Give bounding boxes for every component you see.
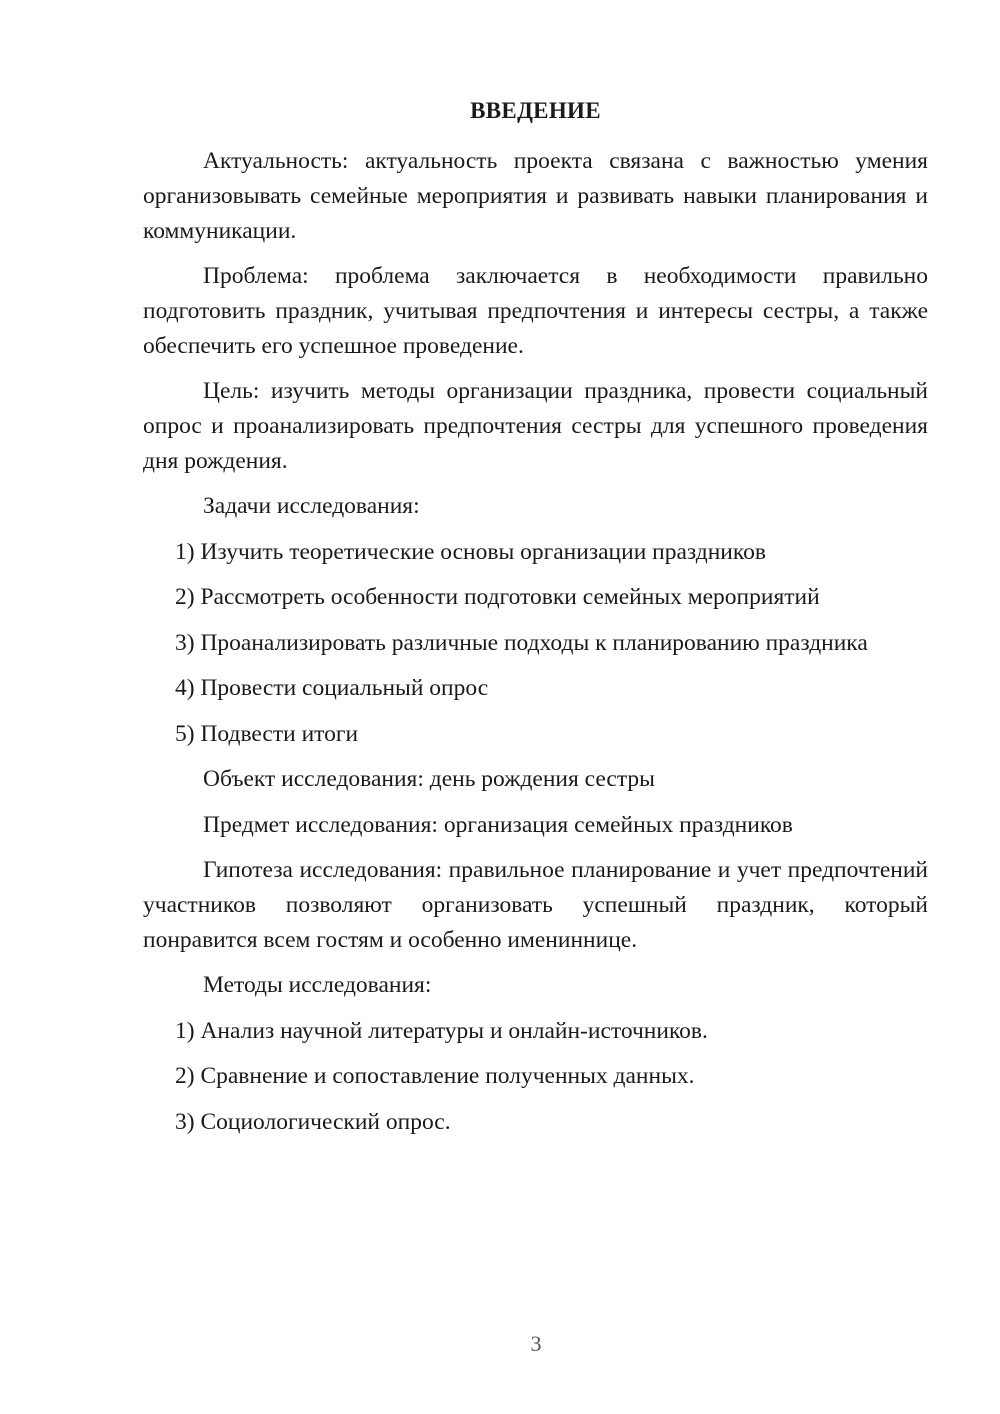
problem-paragraph: Проблема: проблема заключается в необходимости правильно подготовить праздник, учитывая предпочтения и интересы сестры, а также обеспечить его успешное проведение. <box>143 263 928 359</box>
method-item: 1) Анализ научной литературы и онлайн-источников. <box>175 1017 708 1044</box>
object-line: Объект исследования: день рождения сестры <box>203 766 655 792</box>
goal-paragraph: Цель: изучить методы организации праздника, провести социальный опрос и проанализировать предпочтения сестры для успешного проведения дня рождения. <box>143 378 928 474</box>
relevance-paragraph: Актуальность: актуальность проекта связана с важностью умения организовывать семейные мероприятия и развивать навыки планирования и коммуникации. <box>143 148 928 244</box>
section-title: ВВЕДЕНИЕ <box>470 98 601 123</box>
task-item: 4) Провести социальный опрос <box>175 675 489 701</box>
hypothesis-paragraph: Гипотеза исследования: правильное планирование и учет предпочтений участников позволяют организовать успешный праздник, который понравится всем гостям и особенно имениннице. <box>143 857 928 953</box>
methods-heading: Методы исследования: <box>203 972 432 998</box>
task-item: 5) Подвести итоги <box>175 720 359 747</box>
task-item: 2) Рассмотреть особенности подготовки семейных мероприятий <box>175 584 820 610</box>
task-item: 1) Изучить теоретические основы организации праздников <box>175 538 766 565</box>
task-item: 3) Проанализировать различные подходы к планированию праздника <box>175 629 868 656</box>
tasks-heading: Задачи исследования: <box>203 493 420 519</box>
method-item: 2) Сравнение и сопоставление полученных данных. <box>175 1063 695 1089</box>
document-page <box>143 96 928 1150</box>
subject-line: Предмет исследования: организация семейных праздников <box>203 811 793 838</box>
method-item: 3) Социологический опрос. <box>175 1108 451 1135</box>
page-number: 3 <box>530 1331 542 1356</box>
